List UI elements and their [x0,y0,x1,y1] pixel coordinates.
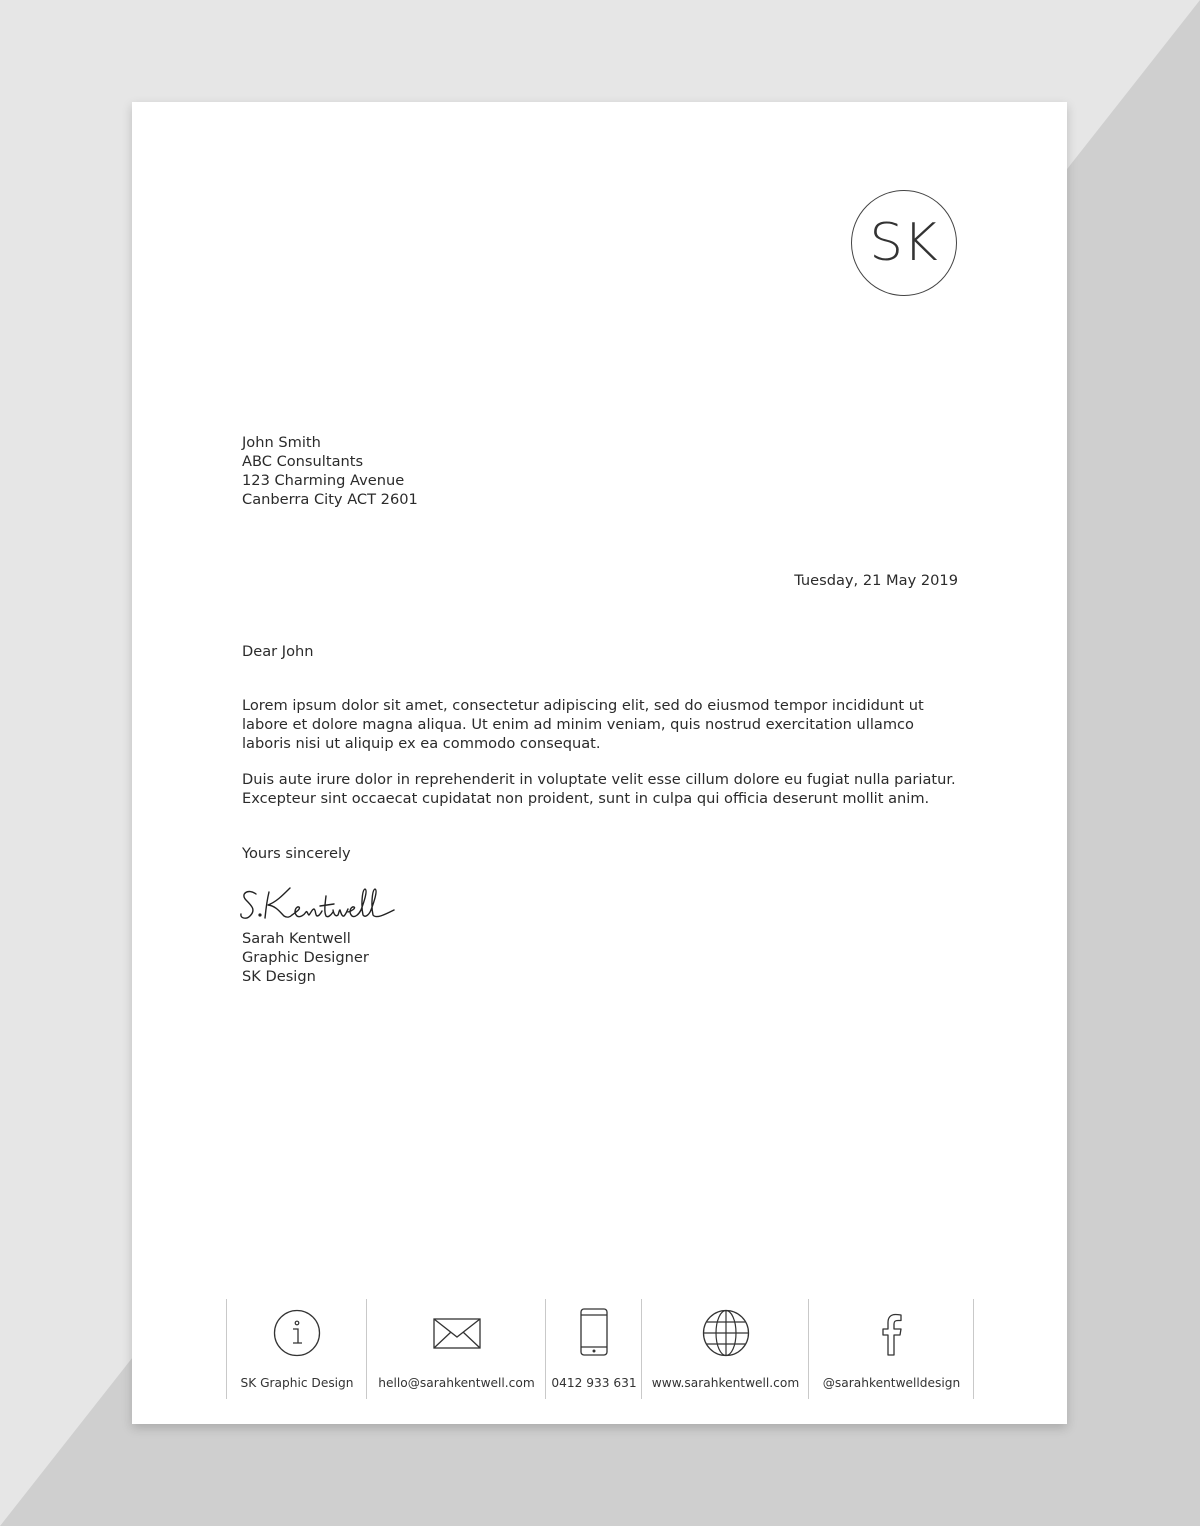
salutation: Dear John [242,643,314,660]
contact-label[interactable]: @sarahkentwelldesign [822,1376,961,1390]
recipient-street: 123 Charming Avenue [242,472,405,489]
contact-label: SK Graphic Design [240,1376,354,1390]
sender-name: Sarah Kentwell [242,930,351,947]
contact-business-name [226,1299,367,1399]
info-icon [267,1303,327,1363]
body-paragraph: Duis aute irure dolor in reprehenderit in voluptate velit esse cillum dolore eu fugiat nulla pariatur. Excepteur sint occaecat cupidatat non proident, sunt in culpa qui officia deserunt mollit anim. [242,771,956,807]
letterhead-page [132,102,1067,1424]
footer-divider [973,1299,974,1399]
letter-date: Tuesday, 21 May 2019 [794,572,958,589]
recipient-company: ABC Consultants [242,453,364,470]
contact-email[interactable] [366,1299,546,1399]
facebook-icon [862,1303,922,1363]
recipient-city: Canberra City ACT 2601 [242,491,418,508]
sender-block [242,929,369,986]
recipient-address [242,433,418,509]
handwritten-signature [238,882,403,926]
body-paragraph: Lorem ipsum dolor sit amet, consectetur adipiscing elit, sed do eiusmod tempor incididunt ut labore et dolore magna aliqua. Ut enim ad minim veniam, quis nostrud exercitation ullamco laboris nisi ut aliquip ex ea commodo consequat. [242,697,924,752]
contact-label[interactable]: www.sarahkentwell.com [651,1376,800,1390]
recipient-name: John Smith [242,434,321,451]
monogram-text: SK [869,213,939,273]
monogram-logo [851,190,957,296]
sender-title: Graphic Designer [242,949,369,966]
contact-phone[interactable] [545,1299,642,1399]
sender-company: SK Design [242,968,316,985]
closing: Yours sincerely [242,845,351,862]
contact-label[interactable]: 0412 933 631 [551,1376,637,1390]
contact-label[interactable]: hello@sarahkentwell.com [378,1376,535,1390]
envelope-icon [427,1303,487,1363]
letter-body [242,696,962,825]
phone-icon [564,1303,624,1363]
globe-icon [696,1303,756,1363]
contact-website[interactable] [641,1299,809,1399]
contact-facebook[interactable] [808,1299,974,1399]
